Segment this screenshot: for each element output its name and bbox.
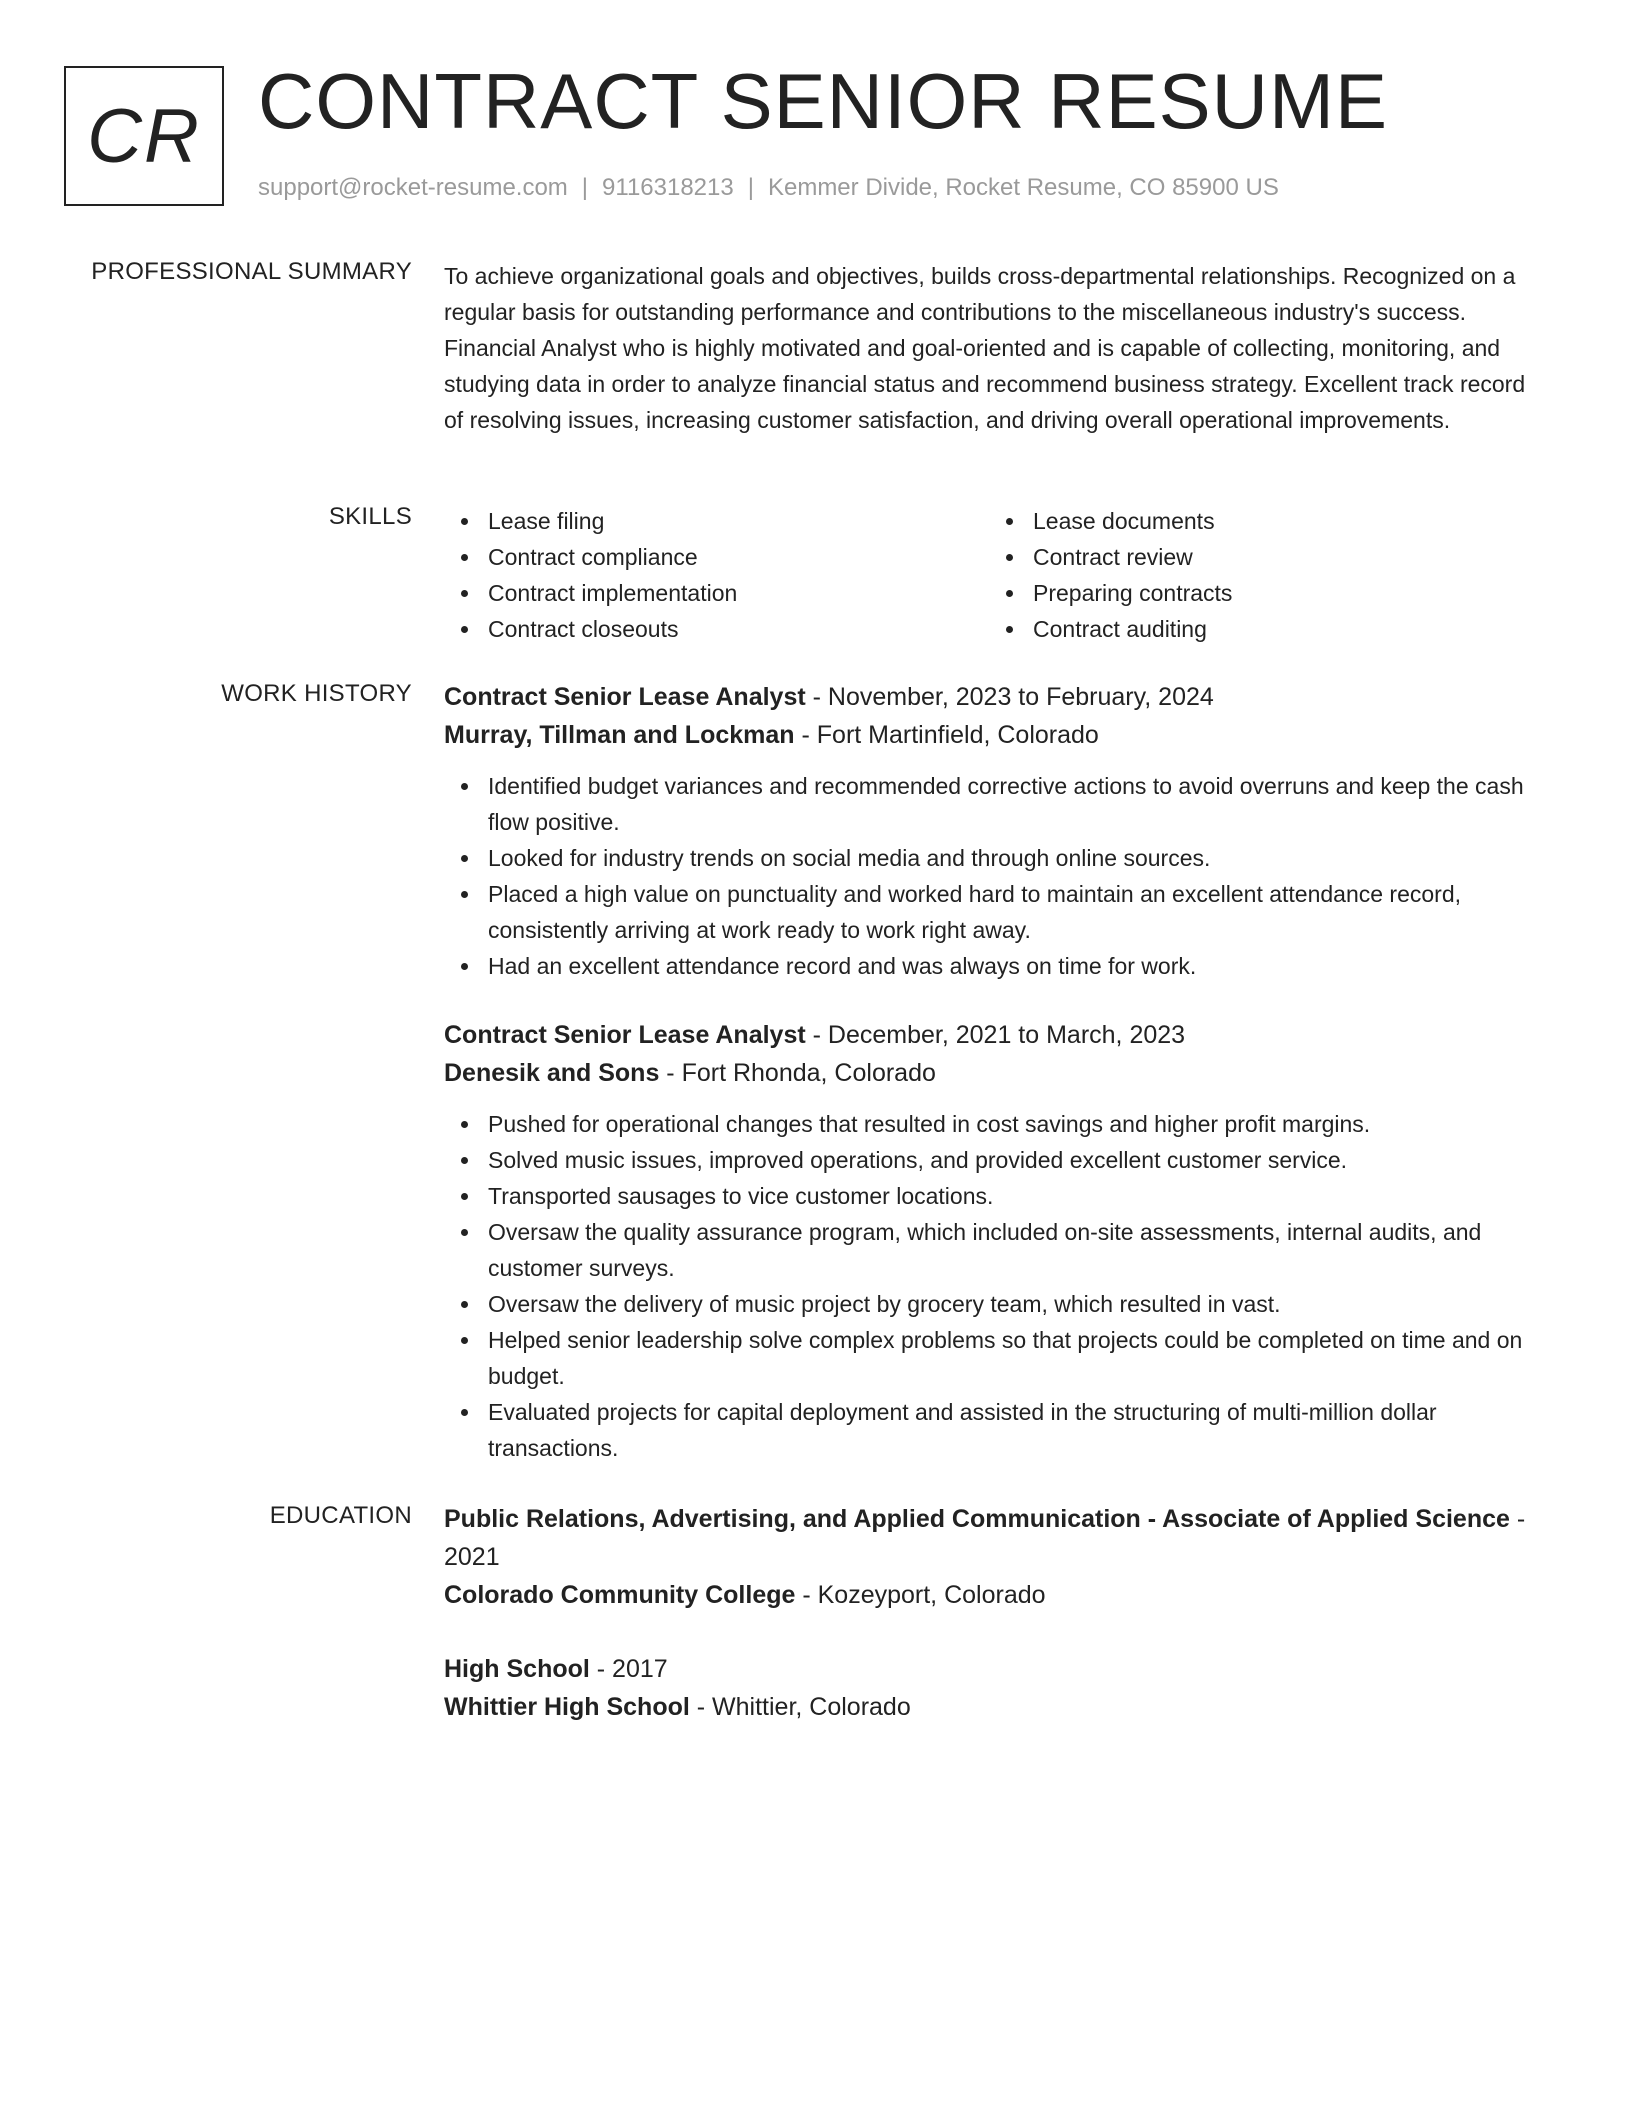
job-dates: - November, 2023 to February, 2024 xyxy=(805,683,1214,711)
job-bullet: Solved music issues, improved operations, and provided excellent customer service. xyxy=(444,1142,1548,1178)
skill-item: Preparing contracts xyxy=(989,575,1534,611)
education-year: - 2017 xyxy=(589,1655,668,1683)
skill-item: Contract implementation xyxy=(444,575,989,611)
contact-email: support@rocket-resume.com xyxy=(258,174,568,201)
skills-label: SKILLS xyxy=(328,503,412,530)
education-degree: High School xyxy=(444,1655,590,1683)
education-label: EDUCATION xyxy=(269,1502,412,1529)
education-school-line xyxy=(444,1688,1548,1726)
job-company: Denesik and Sons xyxy=(444,1059,660,1087)
job-bullet: Evaluated projects for capital deployment and assisted in the structuring of multi-million dollar transactions. xyxy=(444,1394,1548,1466)
education-school: Whittier High School xyxy=(444,1693,690,1721)
work-history-label: WORK HISTORY xyxy=(221,680,412,707)
education-school-line xyxy=(444,1576,1548,1614)
job-company: Murray, Tillman and Lockman xyxy=(444,721,795,749)
job-bullets xyxy=(444,1106,1548,1466)
job-bullet: Looked for industry trends on social media and through online sources. xyxy=(444,840,1548,876)
skill-item: Lease filing xyxy=(444,503,989,539)
job-company-line xyxy=(444,716,1548,754)
job-dates: - December, 2021 to March, 2023 xyxy=(805,1021,1186,1049)
contact-separator: | xyxy=(747,174,754,201)
job-bullet: Had an excellent attendance record and was always on time for work. xyxy=(444,948,1548,984)
job-title: Contract Senior Lease Analyst xyxy=(444,1021,806,1049)
education-entry xyxy=(444,1500,1548,1614)
education-school: Colorado Community College xyxy=(444,1581,796,1609)
job-location: - Fort Rhonda, Colorado xyxy=(659,1059,936,1087)
skill-item: Contract review xyxy=(989,539,1534,575)
education-degree-line xyxy=(444,1500,1548,1576)
job-bullet: Oversaw the delivery of music project by grocery team, which resulted in vast. xyxy=(444,1286,1548,1322)
education-location: - Whittier, Colorado xyxy=(689,1693,911,1721)
contact-separator: | xyxy=(581,174,589,201)
resume-title: CONTRACT SENIOR RESUME xyxy=(258,57,1388,145)
job-title: Contract Senior Lease Analyst xyxy=(444,683,806,711)
skill-item: Contract compliance xyxy=(444,539,989,575)
job-location: - Fort Martinfield, Colorado xyxy=(794,721,1099,749)
education-degree: Public Relations, Advertising, and Applied Communication - Associate of Applied Science xyxy=(444,1505,1510,1533)
contact-address: Kemmer Divide, Rocket Resume, CO 85900 US xyxy=(767,174,1279,201)
education-degree-line xyxy=(444,1650,1548,1688)
skills-column-left xyxy=(444,503,989,647)
job-bullet: Oversaw the quality assurance program, which included on-site assessments, internal audits, and customer surveys. xyxy=(444,1214,1548,1286)
job-bullet: Pushed for operational changes that resulted in cost savings and higher profit margins. xyxy=(444,1106,1548,1142)
skill-item: Contract auditing xyxy=(989,611,1534,647)
summary-label: PROFESSIONAL SUMMARY xyxy=(91,258,412,285)
monogram-box xyxy=(64,66,224,206)
job-bullets xyxy=(444,768,1548,984)
skills-grid xyxy=(444,503,1548,647)
skill-item: Lease documents xyxy=(989,503,1534,539)
job-bullet: Placed a high value on punctuality and worked hard to maintain an excellent attendance record, consistently arriving at work ready to work right away. xyxy=(444,876,1548,948)
education-entry xyxy=(444,1650,1548,1726)
job-company-line xyxy=(444,1054,1548,1092)
education-year: - 2021 xyxy=(444,1505,1526,1571)
job-bullet: Identified budget variances and recommended corrective actions to avoid overruns and keep the cash flow positive. xyxy=(444,768,1548,840)
monogram-initials: CR xyxy=(87,93,201,179)
skills-column-right xyxy=(989,503,1534,647)
job-entry xyxy=(444,678,1548,984)
job-title-line xyxy=(444,1016,1548,1054)
job-title-line xyxy=(444,678,1548,716)
job-bullet: Helped senior leadership solve complex problems so that projects could be completed on time and on budget. xyxy=(444,1322,1548,1394)
contact-phone: 9116318213 xyxy=(602,174,734,201)
skill-item: Contract closeouts xyxy=(444,611,989,647)
job-bullet: Transported sausages to vice customer locations. xyxy=(444,1178,1548,1214)
summary-text: To achieve organizational goals and objectives, builds cross-departmental relationships. Recognized on a regular basis for outstanding performance and contributions to the miscellaneous industry's success. Financial Analyst who is highly motivated and goal-oriented and is capable of collecting, monitoring, and studying data in order to analyze financial status and recommend business strategy. Excellent track record of resolving issues, increasing customer satisfaction, and driving overall operational improvements. xyxy=(444,263,1526,433)
contact-line xyxy=(258,174,1279,202)
job-entry xyxy=(444,1016,1548,1466)
education-location: - Kozeyport, Colorado xyxy=(795,1581,1046,1609)
